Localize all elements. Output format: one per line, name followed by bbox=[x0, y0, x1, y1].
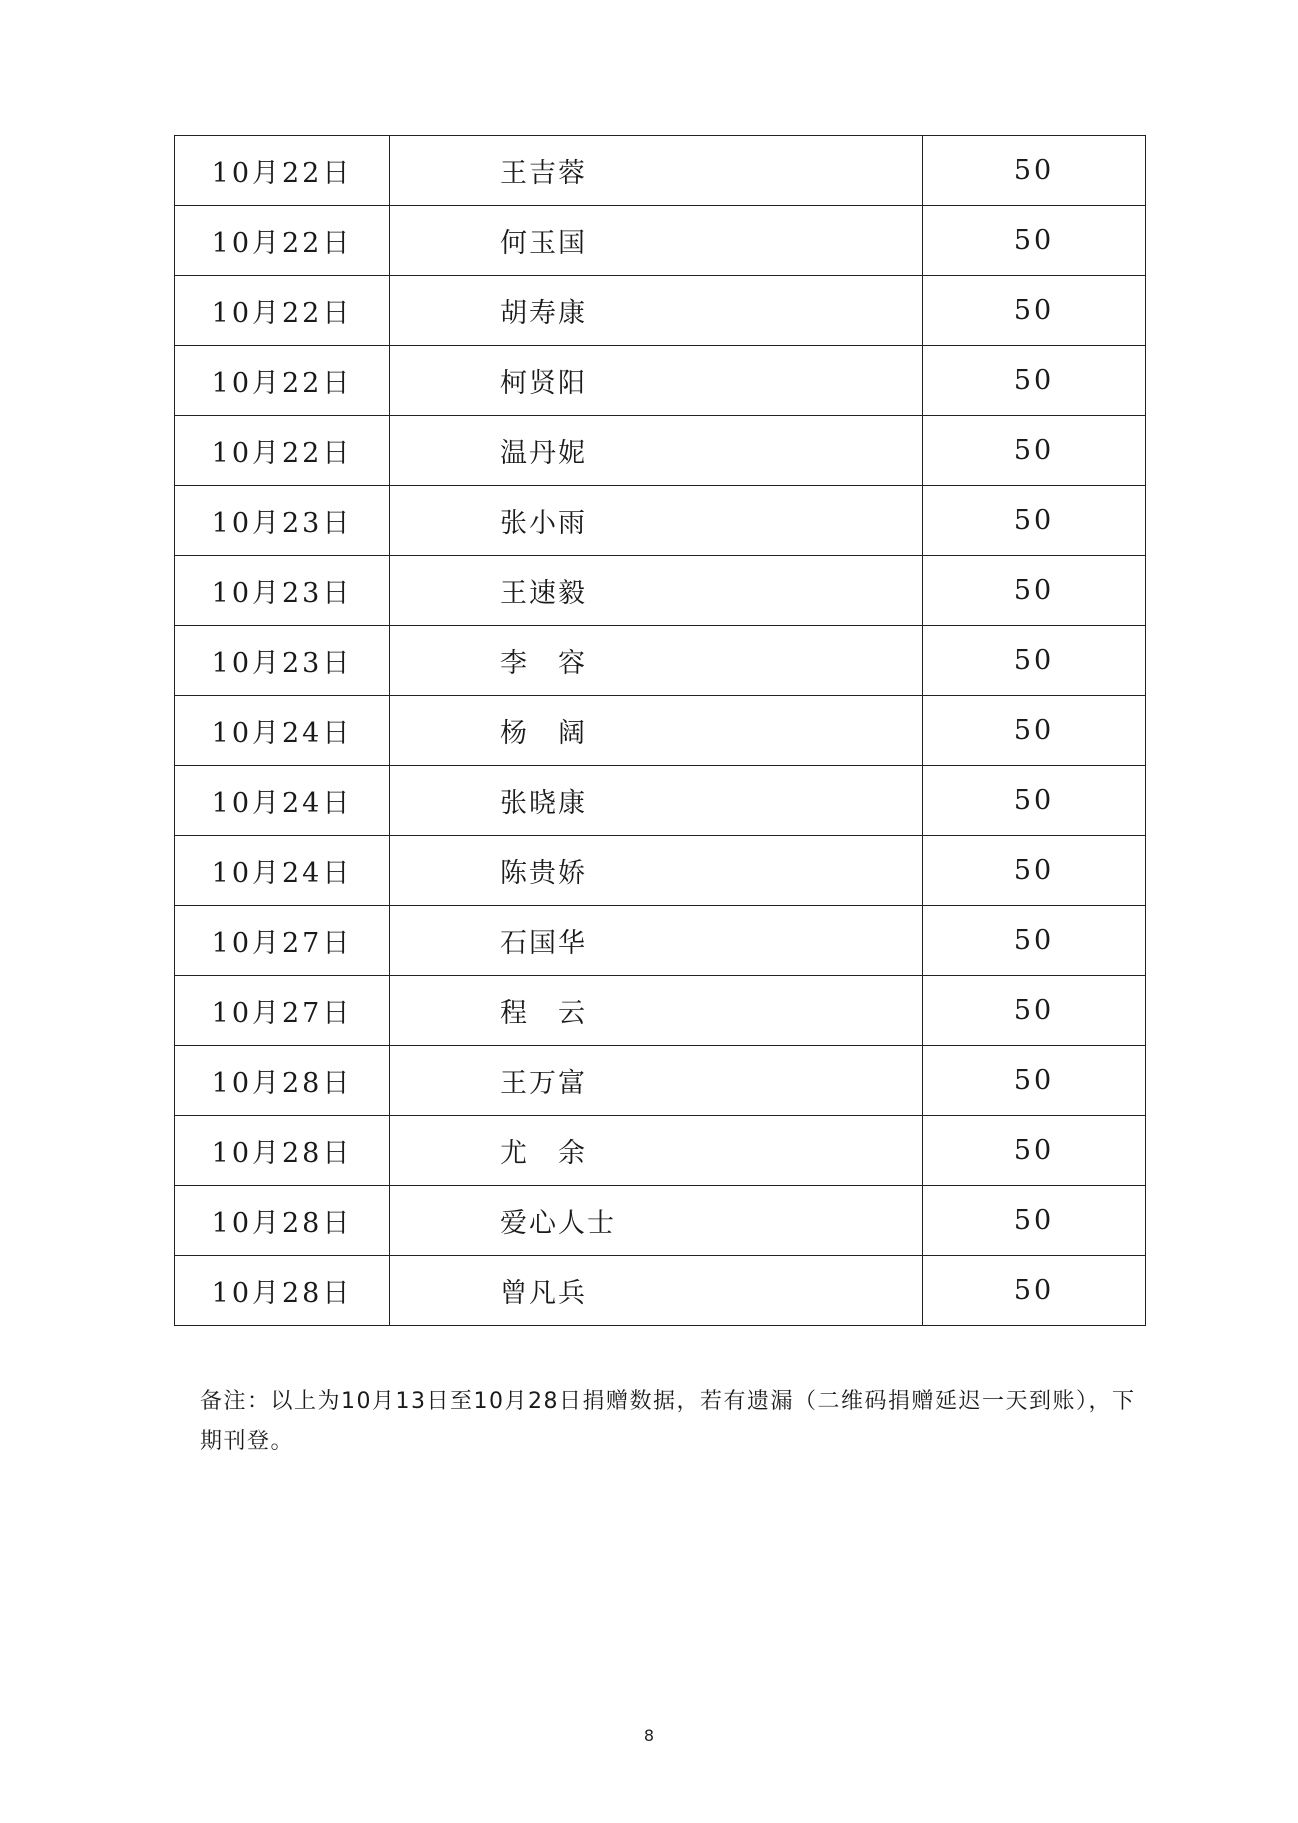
amount-cell: 50 bbox=[923, 486, 1146, 556]
table-row bbox=[175, 696, 1146, 766]
date-cell: 10月22日 bbox=[175, 346, 390, 416]
amount-cell: 50 bbox=[923, 1256, 1146, 1326]
date-cell: 10月22日 bbox=[175, 136, 390, 206]
table-row bbox=[175, 626, 1146, 696]
table-row bbox=[175, 1256, 1146, 1326]
date-cell: 10月27日 bbox=[175, 906, 390, 976]
donation-table-body bbox=[175, 136, 1146, 1326]
date-cell: 10月24日 bbox=[175, 766, 390, 836]
date-cell: 10月22日 bbox=[175, 276, 390, 346]
amount-cell: 50 bbox=[923, 766, 1146, 836]
donor-name-cell: 李 容 bbox=[390, 626, 923, 696]
amount-cell: 50 bbox=[923, 556, 1146, 626]
date-cell: 10月28日 bbox=[175, 1256, 390, 1326]
donor-name-cell: 程 云 bbox=[390, 976, 923, 1046]
footnote: 备注：以上为10月13日至10月28日捐赠数据，若有遗漏（二维码捐赠延迟一天到账），下期刊登。 bbox=[200, 1389, 1136, 1454]
amount-cell: 50 bbox=[923, 416, 1146, 486]
amount-cell: 50 bbox=[923, 1186, 1146, 1256]
amount-cell: 50 bbox=[923, 906, 1146, 976]
amount-cell: 50 bbox=[923, 136, 1146, 206]
table-row bbox=[175, 1186, 1146, 1256]
amount-cell: 50 bbox=[923, 346, 1146, 416]
table-row bbox=[175, 1116, 1146, 1186]
donor-name-cell: 爱心人士 bbox=[390, 1186, 923, 1256]
donor-name-cell: 尤 余 bbox=[390, 1116, 923, 1186]
date-cell: 10月27日 bbox=[175, 976, 390, 1046]
amount-cell: 50 bbox=[923, 1116, 1146, 1186]
table-row bbox=[175, 836, 1146, 906]
donor-name-cell: 石国华 bbox=[390, 906, 923, 976]
donor-name-cell: 王吉蓉 bbox=[390, 136, 923, 206]
date-cell: 10月22日 bbox=[175, 206, 390, 276]
date-cell: 10月28日 bbox=[175, 1186, 390, 1256]
donor-name-cell: 王万富 bbox=[390, 1046, 923, 1116]
donor-name-cell: 张小雨 bbox=[390, 486, 923, 556]
donor-name-cell: 张晓康 bbox=[390, 766, 923, 836]
amount-cell: 50 bbox=[923, 206, 1146, 276]
table-row bbox=[175, 136, 1146, 206]
date-cell: 10月23日 bbox=[175, 556, 390, 626]
table-row bbox=[175, 486, 1146, 556]
table-row bbox=[175, 556, 1146, 626]
donor-name-cell: 曾凡兵 bbox=[390, 1256, 923, 1326]
table-row bbox=[175, 206, 1146, 276]
donor-name-cell: 柯贤阳 bbox=[390, 346, 923, 416]
donor-name-cell: 陈贵娇 bbox=[390, 836, 923, 906]
date-cell: 10月28日 bbox=[175, 1116, 390, 1186]
date-cell: 10月23日 bbox=[175, 486, 390, 556]
donor-name-cell: 杨 阔 bbox=[390, 696, 923, 766]
date-cell: 10月23日 bbox=[175, 626, 390, 696]
table-row bbox=[175, 346, 1146, 416]
amount-cell: 50 bbox=[923, 696, 1146, 766]
date-cell: 10月24日 bbox=[175, 696, 390, 766]
amount-cell: 50 bbox=[923, 626, 1146, 696]
page-number: 8 bbox=[643, 1726, 655, 1745]
table-row bbox=[175, 906, 1146, 976]
date-cell: 10月22日 bbox=[175, 416, 390, 486]
donor-name-cell: 何玉国 bbox=[390, 206, 923, 276]
amount-cell: 50 bbox=[923, 1046, 1146, 1116]
table-row bbox=[175, 276, 1146, 346]
donor-name-cell: 温丹妮 bbox=[390, 416, 923, 486]
amount-cell: 50 bbox=[923, 276, 1146, 346]
table-row bbox=[175, 766, 1146, 836]
table-row bbox=[175, 1046, 1146, 1116]
donation-table bbox=[174, 135, 1146, 1326]
table-row bbox=[175, 416, 1146, 486]
date-cell: 10月28日 bbox=[175, 1046, 390, 1116]
table-row bbox=[175, 976, 1146, 1046]
donor-name-cell: 王速毅 bbox=[390, 556, 923, 626]
amount-cell: 50 bbox=[923, 976, 1146, 1046]
amount-cell: 50 bbox=[923, 836, 1146, 906]
date-cell: 10月24日 bbox=[175, 836, 390, 906]
donor-name-cell: 胡寿康 bbox=[390, 276, 923, 346]
